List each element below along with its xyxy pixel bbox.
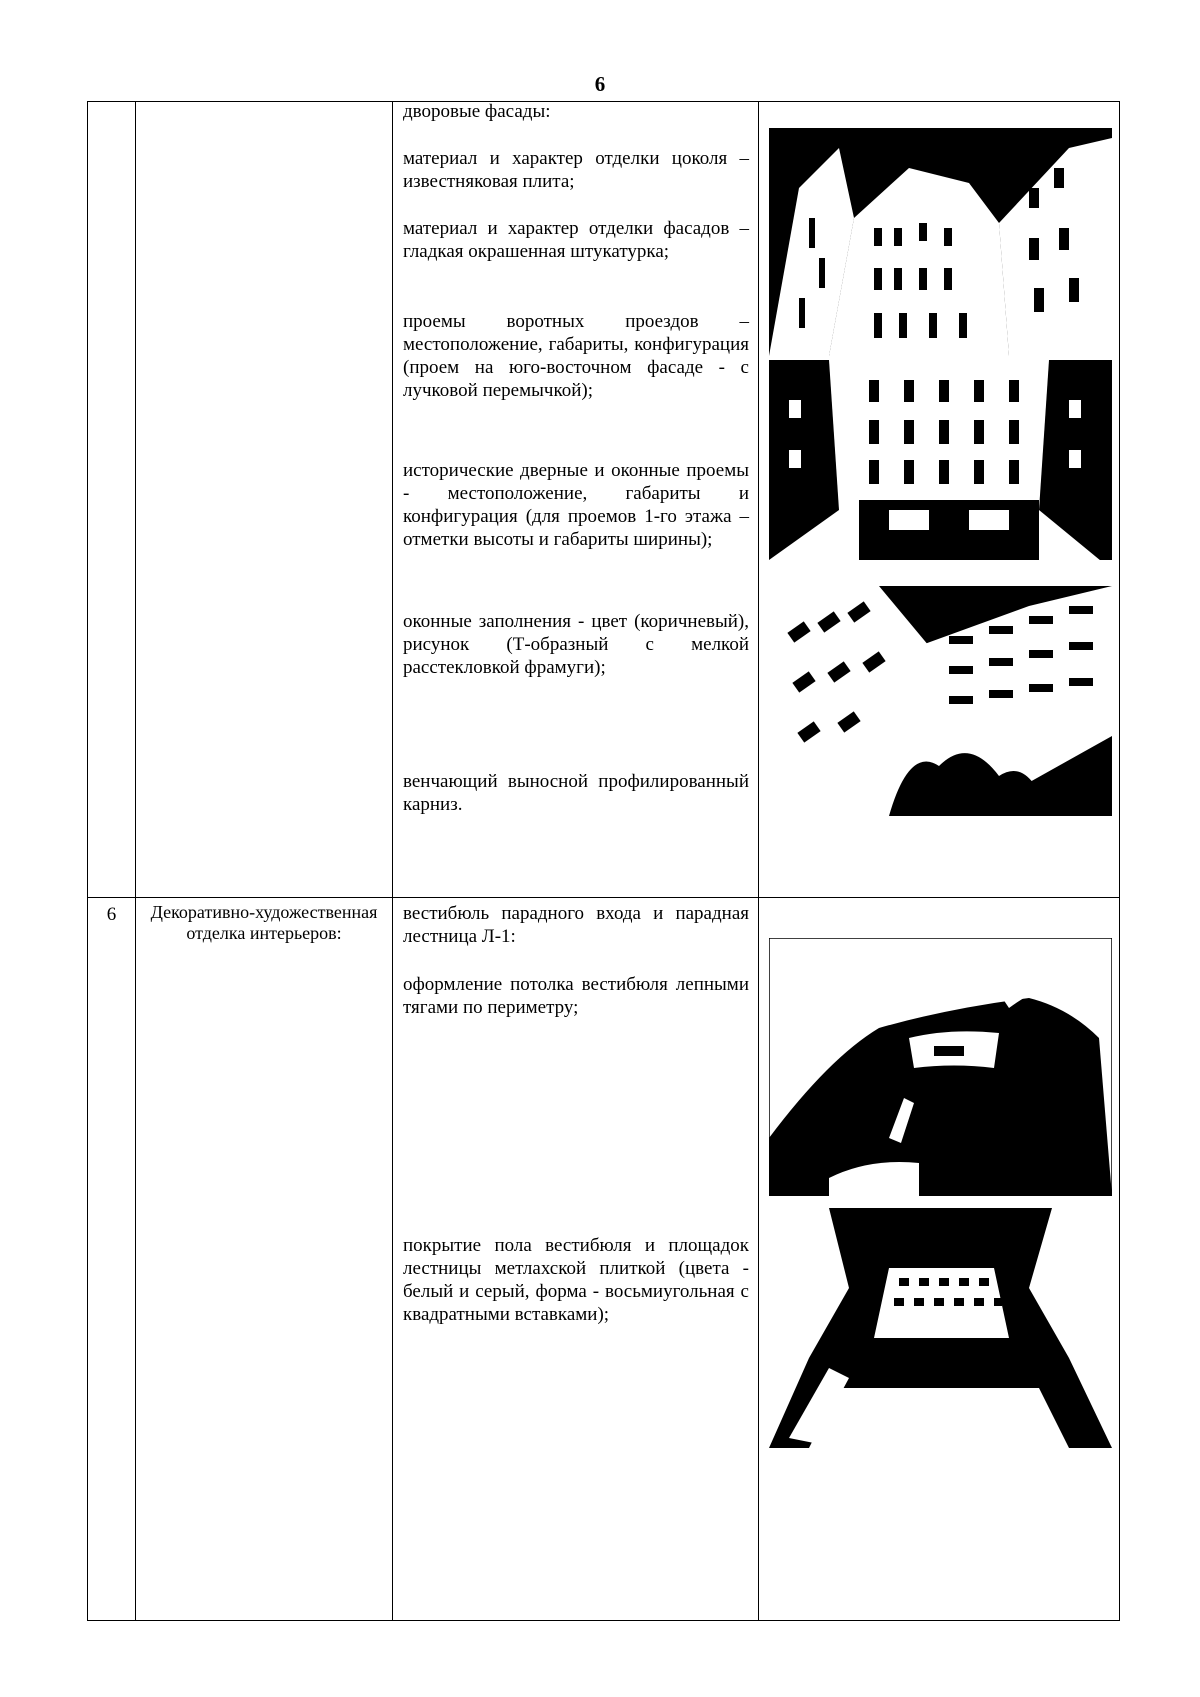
- vestibule-floor-photo: [769, 1208, 1112, 1448]
- courtyard-facade-photo-3: [769, 586, 1112, 816]
- cell-element-name: [135, 102, 392, 897]
- paragraph: венчающий выносной профилированный карниз.: [403, 771, 749, 815]
- courtyard-facade-photo-1: [769, 128, 1112, 356]
- paragraph: вестибюль парадного входа и парадная лестница Л-1:: [403, 903, 749, 947]
- paragraph: покрытие пола вестибюля и площадок лестницы метлахской плиткой (цвета - белый и серый, форма - восьмиугольная с квадратными вставками);: [403, 1235, 749, 1325]
- paragraph: оформление потолка вестибюля лепными тягами по периметру;: [403, 974, 749, 1018]
- cell-number: [88, 102, 135, 897]
- cell-photos: [758, 898, 1121, 1620]
- cell-description: [392, 898, 758, 1620]
- paragraph: исторические дверные и оконные проемы - местоположение, габариты и конфигурация (для проемов 1-го этажа – отметки высоты и габариты ширины);: [403, 460, 749, 550]
- vestibule-ceiling-photo: [769, 938, 1112, 1196]
- courtyard-facade-photo-2: [769, 360, 1112, 588]
- paragraph: материал и характер отделки цоколя – известняковая плита;: [403, 148, 749, 192]
- table-row: [87, 897, 1120, 1621]
- cell-number: 6: [106, 904, 117, 925]
- page-number: 6: [594, 72, 606, 96]
- cell-description: [392, 102, 758, 897]
- paragraph: дворовые фасады:: [403, 101, 551, 122]
- cell-photos: [758, 102, 1121, 897]
- table-row: [87, 101, 1120, 898]
- paragraph: проемы воротных проездов – местоположение, габариты, конфигурация (проем на юго-восточном фасаде - с лучковой перемычкой);: [403, 311, 749, 401]
- paragraph: оконные заполнения - цвет (коричневый), рисунок (Т-образный с мелкой расстекловкой фрамуги);: [403, 611, 749, 678]
- cell-element-name: Декоративно-художественная отделка интерьеров:: [135, 898, 392, 1620]
- paragraph: материал и характер отделки фасадов – гладкая окрашенная штукатурка;: [403, 218, 749, 262]
